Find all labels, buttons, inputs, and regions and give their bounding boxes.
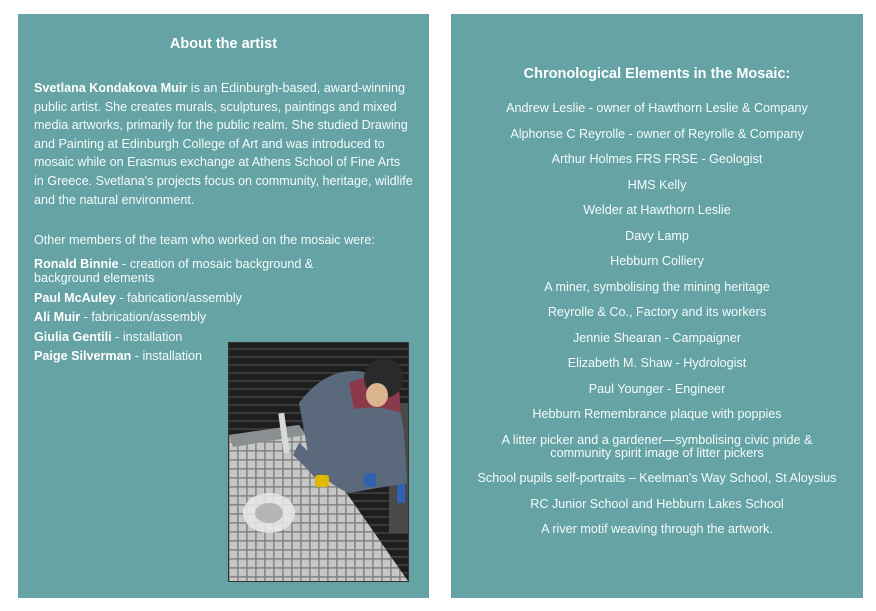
list-item: Davy Lamp	[625, 228, 689, 243]
member-role: - creation of mosaic background & background elements	[34, 257, 314, 286]
member-role: - installation	[111, 329, 183, 344]
list-item: Hebburn Colliery	[610, 254, 704, 268]
member-name: Paige Silverman	[34, 349, 132, 364]
list-item: Welder at Hawthorn Leslie	[583, 203, 731, 217]
chronology-title: Chronological Elements in the Mosaic:	[523, 66, 791, 82]
member-role: - installation	[131, 349, 203, 364]
member-name: Ronald Binnie	[34, 257, 119, 272]
about-artist-panel	[18, 14, 429, 598]
list-item: Hebburn Remembrance plaque with poppies	[532, 407, 782, 421]
about-title: About the artist	[169, 36, 278, 52]
list-item: A miner, symbolising the mining heritage	[544, 279, 770, 294]
team-intro: Other members of the team who worked on the mosaic were:	[34, 233, 375, 248]
bio-text: is an Edinburgh-based, award-winning public artist. She creates murals, sculptures, paintings and mixed media artworks, primarily for the public realm. She studied Drawing and Painting at Edinburgh College of Art and was introduced to mosaic while on Erasmus exchange at Athens School of Fine Arts in Greece. Svetlana's projects focus on community, heritage, wildlife and the natural environment.	[34, 81, 413, 207]
team-member	[34, 257, 334, 285]
list-item: School pupils self-portraits – Keelman's Way School, St Aloysius	[477, 471, 837, 485]
list-item: HMS Kelly	[627, 177, 687, 192]
member-name: Giulia Gentili	[34, 329, 112, 344]
photo-illustration	[229, 343, 408, 581]
artist-bio	[34, 79, 413, 209]
chronology-list	[451, 102, 863, 536]
artist-working-photo	[228, 342, 409, 582]
artist-name: Svetlana Kondakova Muir	[34, 81, 188, 95]
team-member	[34, 310, 413, 324]
list-item: Andrew Leslie - owner of Hawthorn Leslie & Company	[506, 101, 808, 115]
list-item: Paul Younger - Engineer	[588, 381, 726, 396]
member-name: Paul McAuley	[34, 290, 116, 305]
list-item: Arthur Holmes FRS FRSE - Geologist	[551, 152, 763, 166]
list-item: RC Junior School and Hebburn Lakes School	[530, 496, 784, 511]
list-item: A litter picker and a gardener—symbolising civic pride & community spirit image of litter pickers	[501, 432, 813, 460]
chronology-panel	[451, 14, 863, 598]
list-item: Jennie Shearan - Campaigner	[572, 330, 742, 345]
list-item: A river motif weaving through the artwork.	[541, 522, 773, 536]
member-name: Ali Muir	[34, 310, 81, 325]
list-item: Elizabeth M. Shaw - Hydrologist	[567, 356, 747, 370]
member-role: - fabrication/assembly	[115, 290, 242, 305]
team-member	[34, 291, 413, 305]
list-item: Alphonse C Reyrolle - owner of Reyrolle & Company	[510, 126, 804, 141]
list-item: Reyrolle & Co., Factory and its workers	[547, 305, 767, 319]
member-role: - fabrication/assembly	[80, 310, 207, 325]
